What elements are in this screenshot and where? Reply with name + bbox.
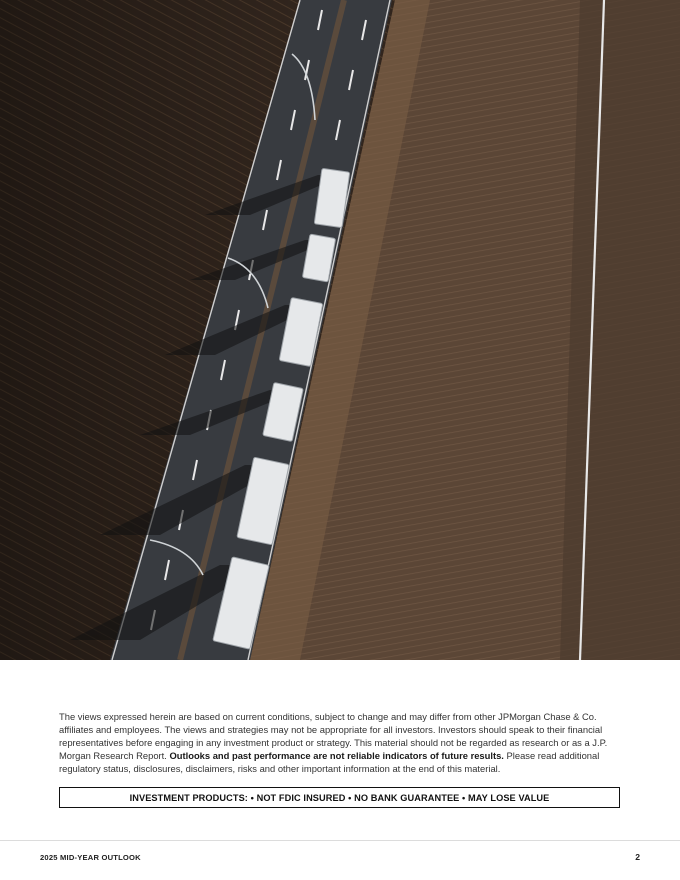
disclaimer-emphasis: Outlooks and past performance are not reliable indicators of future results.: [169, 750, 504, 762]
footer-divider: [0, 840, 680, 841]
disclaimer-body: The views expressed herein are based on current conditions, subject to change and may differ from other JPMorgan Chase & Co. affiliates and employees. The views and strategies may not be appropriate for all investors. Investors should speak to their financial representatives before engaging in any investment product or strategy. This material should not be regarded as research or as a J.P. Morgan Research Report.: [59, 711, 608, 762]
footer-title: 2025 MID-YEAR OUTLOOK: [40, 853, 141, 862]
disclaimer-text: [59, 710, 629, 775]
notice-text: INVESTMENT PRODUCTS: • NOT FDIC INSURED • NO BANK GUARANTEE • MAY LOSE VALUE: [129, 792, 550, 803]
disclaimer-closing: Please read additional regulatory status, disclosures, disclaimers, risks and other important information at the end of this material.: [59, 750, 600, 775]
investment-products-notice: [59, 787, 620, 808]
page-number: 2: [635, 852, 640, 862]
